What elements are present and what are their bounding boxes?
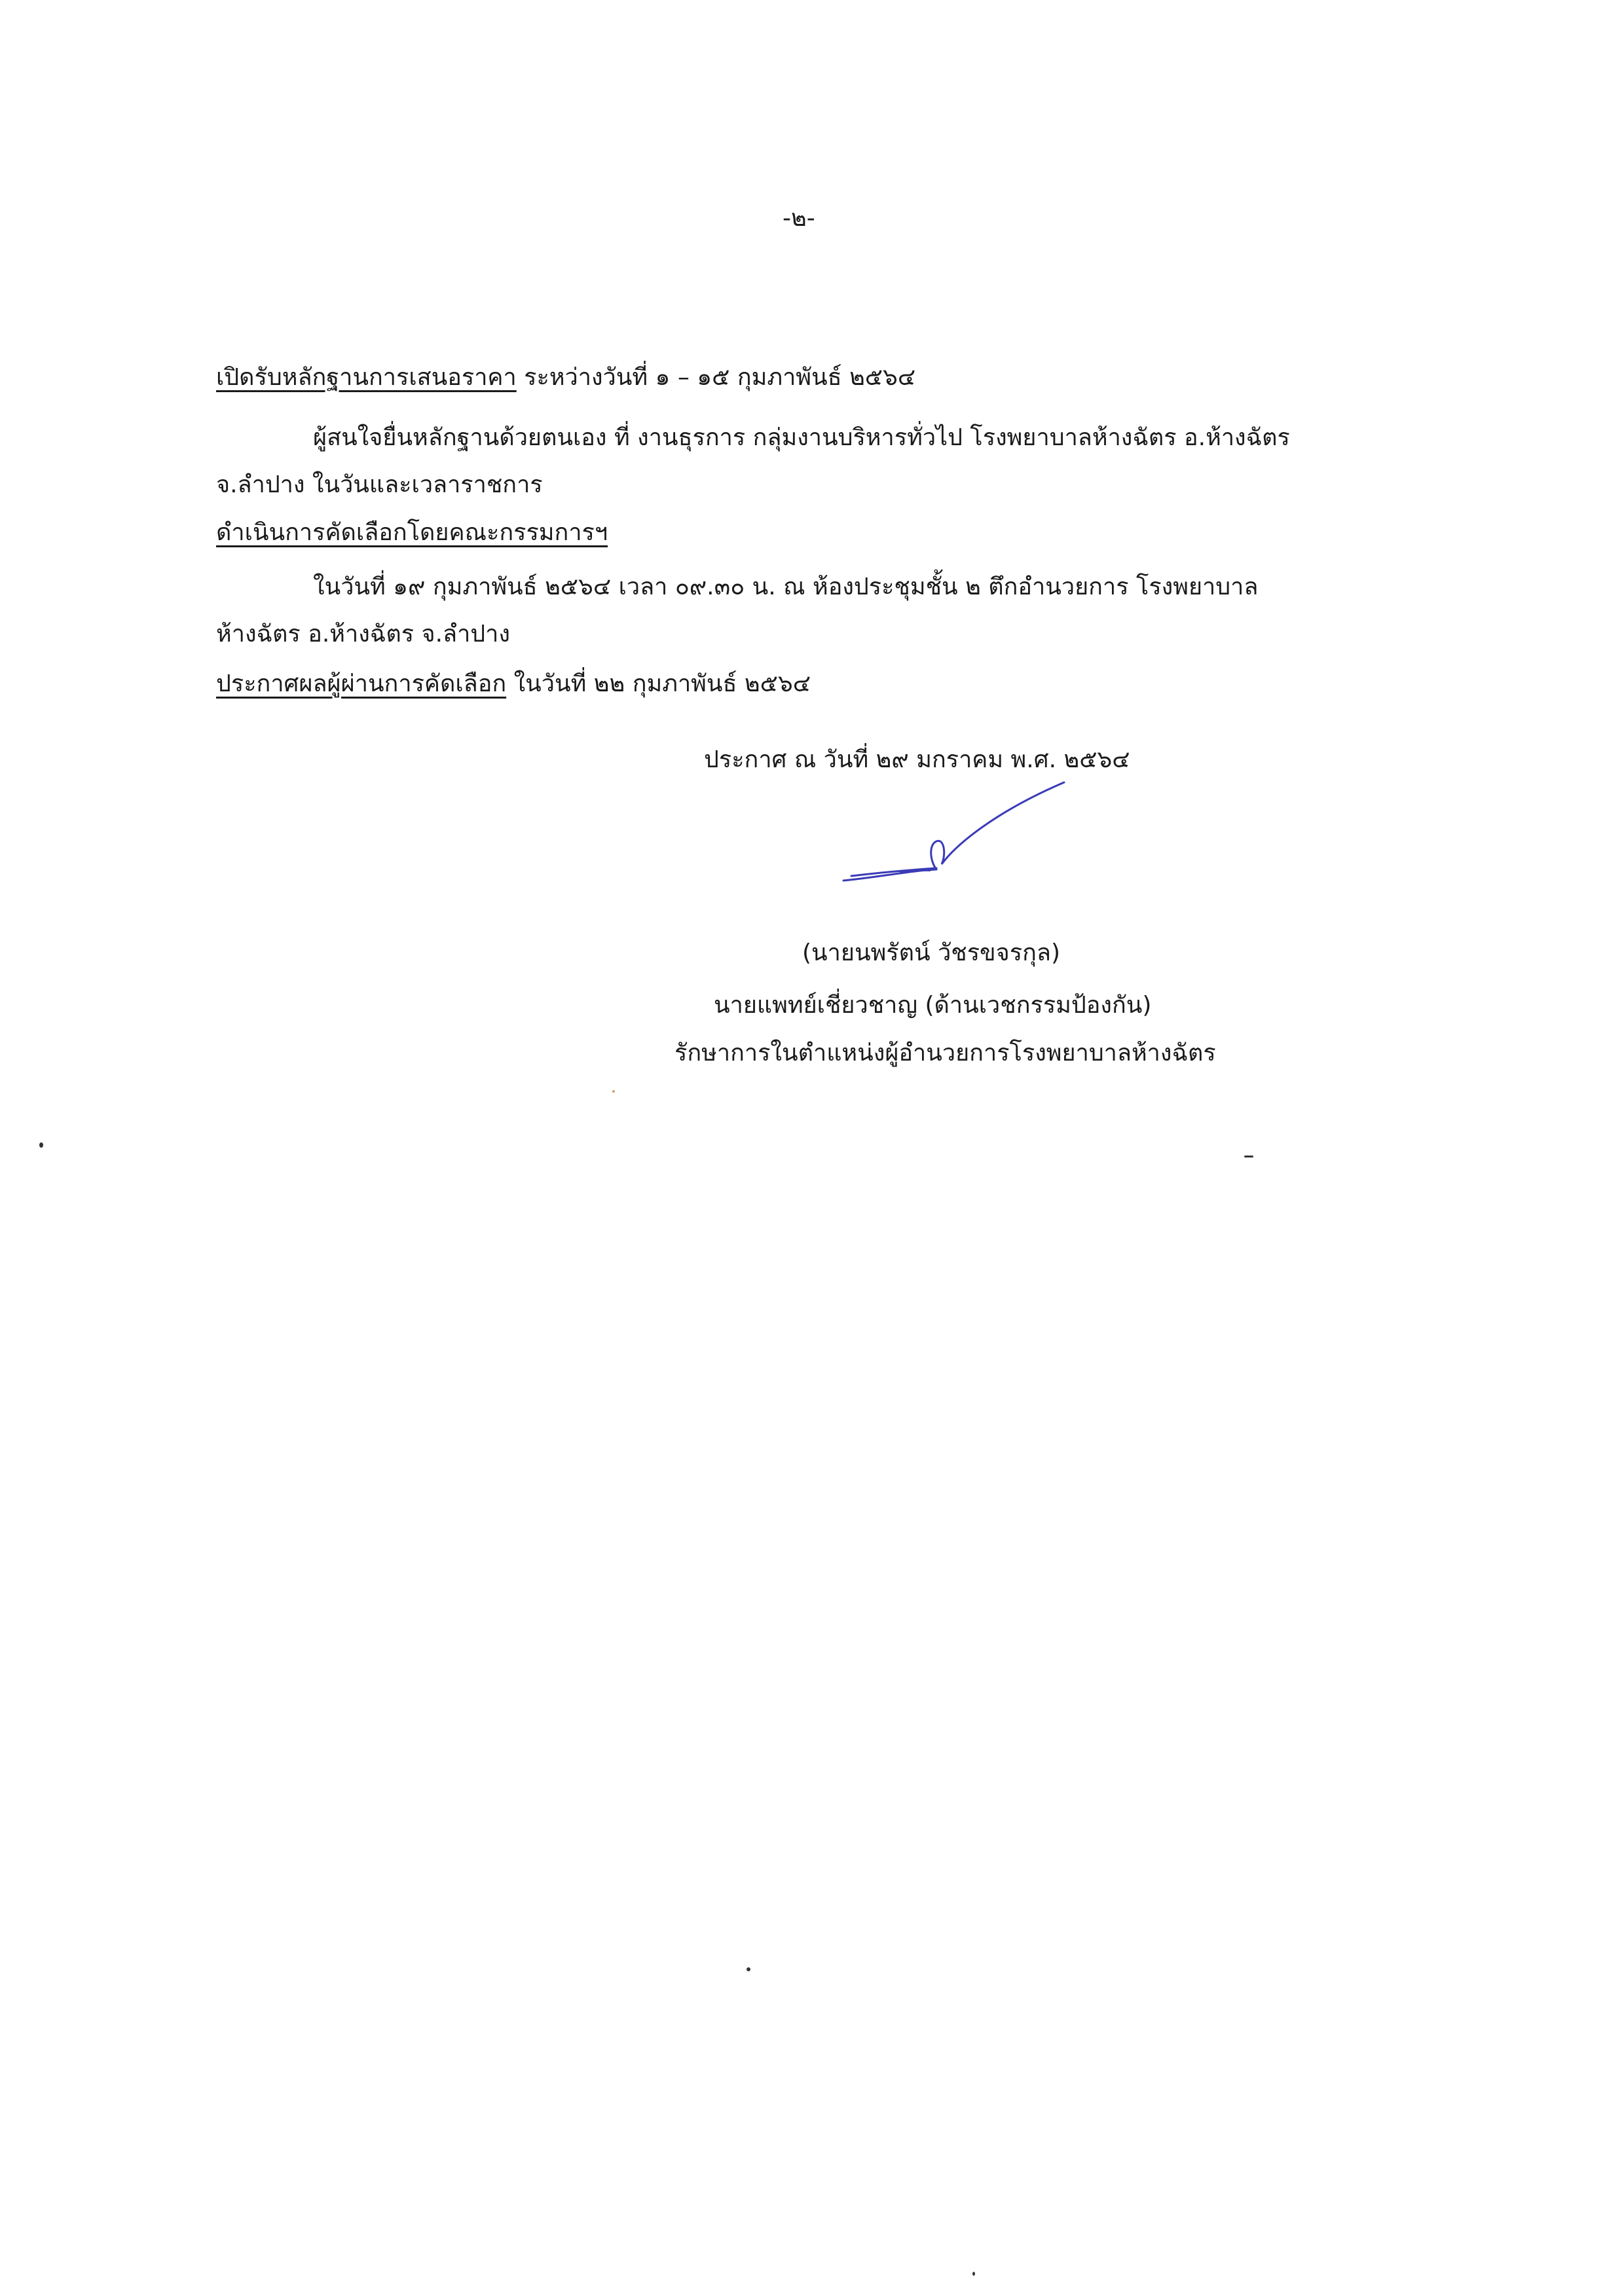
scan-speck — [1244, 1156, 1253, 1157]
scan-speck — [747, 1967, 750, 1971]
section-1-line-1: ผู้สนใจยื่นหลักฐานด้วยตนเอง ที่ งานธุรการ กลุ่มงานบริหารทั่วไป โรงพยาบาลห้างฉัตร อ.ห้างฉัตร — [313, 424, 1290, 451]
section-3-heading-tail: ในวันที่ ๒๒ กุมภาพันธ์ ๒๕๖๔ — [506, 670, 811, 697]
section-2-heading-line — [216, 517, 608, 549]
section-1-line-2: จ.ลำปาง ในวันและเวลาราชการ — [216, 471, 543, 498]
signatory-acting-role: รักษาการในตำแหน่งผู้อำนวยการโรงพยาบาลห้างฉัตร — [674, 1040, 1216, 1066]
section-1-heading: เปิดรับหลักฐานการเสนอราคา — [216, 364, 517, 391]
signature-mark — [838, 773, 1074, 890]
scan-speck — [39, 1142, 43, 1148]
section-1-heading-line — [216, 362, 915, 393]
page-number: -๒- — [783, 205, 815, 232]
section-1-heading-tail: ระหว่างวันที่ ๑ – ๑๕ กุมภาพันธ์ ๒๕๖๔ — [516, 364, 916, 391]
scan-speck — [972, 2272, 975, 2276]
section-2-heading: ดำเนินการคัดเลือกโดยคณะกรรมการฯ — [216, 519, 608, 546]
section-2-line-2: ห้างฉัตร อ.ห้างฉัตร จ.ลำปาง — [216, 621, 510, 647]
signatory-name: (นายนพรัตน์ วัชรขจรกุล) — [802, 939, 1060, 966]
section-3-heading-line — [216, 668, 811, 700]
signatory-position: นายแพทย์เชี่ยวชาญ (ด้านเวชกรรมป้องกัน) — [714, 992, 1152, 1019]
scan-speck — [612, 1090, 615, 1093]
section-2-line-1: ในวันที่ ๑๙ กุมภาพันธ์ ๒๕๖๔ เวลา ๐๙.๓๐ น. ณ ห้องประชุมชั้น ๒ ตึกอำนวยการ โรงพยาบาล — [313, 574, 1259, 600]
section-3-heading: ประกาศผลผู้ผ่านการคัดเลือก — [216, 670, 507, 697]
announce-date: ประกาศ ณ วันที่ ๒๙ มกราคม พ.ศ. ๒๕๖๔ — [704, 746, 1130, 773]
